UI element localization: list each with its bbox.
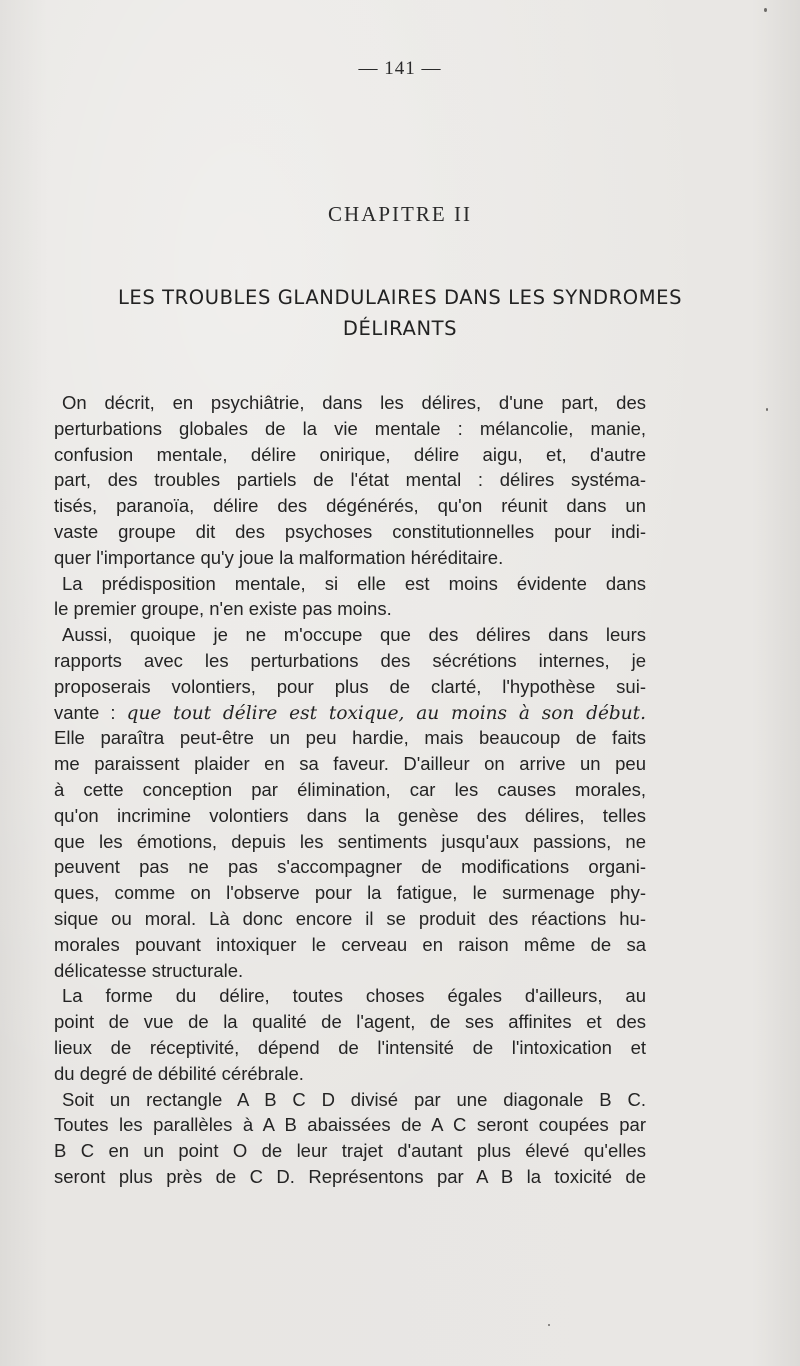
text-line: point de vue de la qualité de l'agent, de ses affinites et des xyxy=(54,1011,646,1033)
text-line: seront plus près de C D. Représentons par A B la toxicité de xyxy=(54,1165,646,1187)
text-line: lieux de réceptivité, dépend de l'intensité de l'intoxication et xyxy=(54,1036,646,1058)
text-line: Toutes les parallèles à A B abaissées de A C seront coupées par xyxy=(54,1114,646,1136)
text-line: perturbations globales de la vie mentale : mélancolie, manie, xyxy=(54,417,646,439)
text-line: vante : xyxy=(54,701,116,723)
text-line: La prédisposition mentale, si elle est moins évidente dans xyxy=(62,572,646,594)
text-line: sique ou moral. Là donc encore il se produit des réactions hu- xyxy=(54,907,646,929)
page-number: — 141 — xyxy=(358,58,442,79)
text-line: à cette conception par élimination, car les causes morales, xyxy=(54,778,646,800)
text-line: que les émotions, depuis les sentiments jusqu'aux passions, ne xyxy=(54,830,646,852)
text-line-with-italic xyxy=(54,700,646,726)
italic-thesis: que tout délire est toxique, au moins à son début. xyxy=(126,702,646,724)
text-line: Aussi, quoique je ne m'occupe que des délires dans leurs xyxy=(62,624,646,646)
text-line: morales pouvant intoxiquer le cerveau en raison même de sa xyxy=(54,933,646,955)
text-line: ques, comme on l'observe pour la fatigue, le surmenage phy- xyxy=(54,882,646,904)
chapter-title-line-2: DÉLIRANTS xyxy=(342,317,458,340)
text-line: vaste groupe dit des psychoses constitutionnelles pour indi- xyxy=(54,520,646,542)
text-line: délicatesse structurale. xyxy=(54,959,244,981)
text-line: qu'on incrimine volontiers dans la genèse des délires, telles xyxy=(54,804,646,826)
chapter-title-line-1: LES TROUBLES GLANDULAIRES DANS LES SYNDROMES xyxy=(117,286,683,309)
text-line: tisés, paranoïa, délire des dégénérés, qu'on réunit dans un xyxy=(54,495,646,517)
text-line: proposerais volontiers, pour plus de clarté, l'hypothèse sui- xyxy=(54,675,646,697)
text-line: du degré de débilité cérébrale. xyxy=(54,1062,304,1084)
text-line: Elle paraîtra peut-être un peu hardie, mais beaucoup de faits xyxy=(54,727,646,749)
text-line: me paraissent plaider en sa faveur. D'ailleur on arrive un peu xyxy=(54,753,646,775)
text-line: rapports avec les perturbations des sécrétions internes, je xyxy=(54,649,646,671)
text-line: Soit un rectangle A B C D divisé par une diagonale B C. xyxy=(62,1088,646,1110)
text-line: On décrit, en psychiâtrie, dans les délires, d'une part, des xyxy=(62,392,646,413)
text-line: La forme du délire, toutes choses égales d'ailleurs, au xyxy=(62,985,646,1007)
paper-speck xyxy=(548,1324,550,1326)
text-line: le premier groupe, n'en existe pas moins. xyxy=(54,598,392,620)
paper-speck xyxy=(764,8,767,12)
text-line: B C en un point O de leur trajet d'autant plus élevé qu'elles xyxy=(54,1140,646,1162)
paper-speck xyxy=(766,408,768,411)
text-line: quer l'importance qu'y joue la malformation héréditaire. xyxy=(54,546,504,568)
text-line: confusion mentale, délire onirique, délire aigu, et, d'autre xyxy=(54,443,646,465)
text-line: peuvent pas ne pas s'accompagner de modifications organi- xyxy=(54,856,646,878)
chapter-title xyxy=(0,282,800,344)
chapter-label: CHAPITRE II xyxy=(328,202,472,226)
text-line: part, des troubles partiels de l'état mental : délires systéma- xyxy=(54,469,646,491)
body-text xyxy=(54,390,646,1190)
